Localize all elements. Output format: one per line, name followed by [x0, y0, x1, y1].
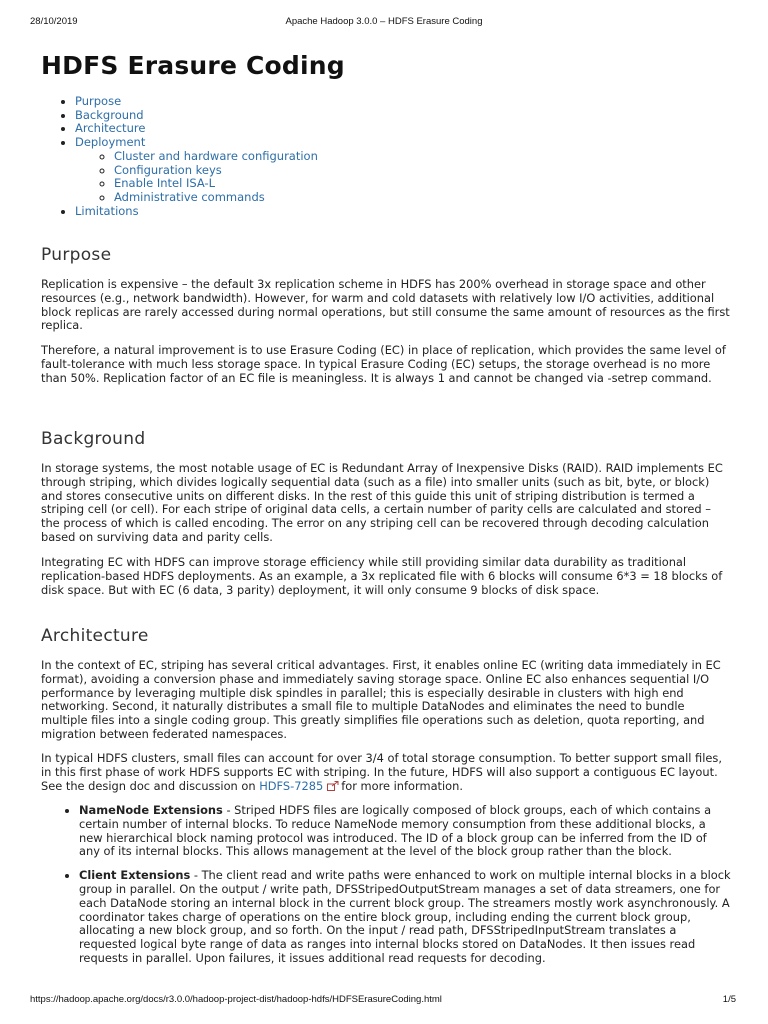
- section-heading-background: Background: [41, 429, 146, 449]
- component-name: NameNode Extensions: [79, 803, 223, 817]
- toc-subitem: [114, 191, 731, 205]
- list-item: [79, 869, 731, 966]
- print-footer: [0, 994, 768, 1008]
- print-page-number: 1/5: [722, 994, 736, 1005]
- toc-subitem: [114, 150, 731, 164]
- purpose-paragraph-1: Replication is expensive – the default 3x replication scheme in HDFS has 200% overhead in storage space and other resources (e.g., network bandwidth). However, for warm and cold datasets with relatively low I/O activities, additional block replicas are rarely accessed during normal operations, but still consume the same amount of resources as the first replica.: [41, 277, 730, 333]
- architecture-paragraph-2: [41, 752, 731, 793]
- toc-link-intel-isa-l[interactable]: Enable Intel ISA-L: [114, 176, 216, 191]
- architecture-paragraph-1: In the context of EC, striping has several critical advantages. First, it enables online EC (writing data immediately in EC format), avoiding a conversion phase and immediately saving storage space. Online EC also enhances sequential I/O performance by leveraging multiple disk spindles in parallel; this is especially desirable in clusters with high end networking. Second, it naturally distributes a small file to multiple DataNodes and eliminates the need to bundle multiple files into a single coding group. This greatly simplifies file operations such as deletion, quota reporting, and migration between federated namespaces.: [41, 658, 721, 741]
- list-item: [79, 804, 731, 859]
- toc-subitem: [114, 164, 731, 178]
- toc-link-configuration-keys[interactable]: Configuration keys: [114, 162, 222, 177]
- print-page-title: Apache Hadoop 3.0.0 – HDFS Erasure Coding: [285, 16, 483, 27]
- toc-link-background[interactable]: Background: [75, 107, 144, 122]
- toc-link-limitations[interactable]: Limitations: [75, 203, 139, 218]
- background-paragraph-1: In storage systems, the most notable usage of EC is Redundant Array of Inexpensive Disks (RAID). RAID implements EC through striping, which divides logically sequential data (such as a file) into smaller units (such as bit, byte, or block) and stores consecutive units on different disks. In the rest of this guide this unit of striping distribution is termed a striping cell (or cell). For each stripe of original data cells, a certain number of parity cells are calculated and stored – the process of which is called encoding. The error on any striping cell can be recovered through decoding calculation based on surviving data and parity cells.: [41, 461, 723, 544]
- purpose-paragraph-2: Therefore, a natural improvement is to use Erasure Coding (EC) in place of replication, which provides the same level of fault-tolerance with much less storage space. In typical Erasure Coding (EC) setups, the storage overhead is no more than 50%. Replication factor of an EC file is meaningless. It is always 1 and cannot be changed via -setrep command.: [41, 343, 726, 385]
- hdfs-7285-link[interactable]: HDFS-7285: [259, 778, 324, 793]
- component-name: Client Extensions: [79, 868, 191, 883]
- toc-link-purpose[interactable]: Purpose: [75, 94, 122, 108]
- toc-link-architecture[interactable]: Architecture: [75, 121, 146, 136]
- architecture-paragraph-2-text: In typical HDFS clusters, small files can account for over 3/4 of total storage consumption. To better support small files, in this first phase of work HDFS supports EC with striping. In the future, HDFS will also support a contiguous EC layout. See the design doc and discussion on: [41, 751, 722, 793]
- toc-link-cluster-hardware[interactable]: Cluster and hardware configuration: [114, 148, 318, 163]
- toc-item-limitations: [75, 205, 731, 219]
- page-title: HDFS Erasure Coding: [41, 51, 345, 80]
- print-header: [0, 16, 768, 30]
- component-description: - Striped HDFS files are logically composed of block groups, each of which contains a certain number of internal blocks. To reduce NameNode memory consumption from these additional blocks, a new hierarchical block naming protocol was introduced. The ID of a block group can be inferred from the ID of any of its internal blocks. This allows management at the level of the block group rather than the block.: [79, 803, 712, 859]
- background-paragraph-2: Integrating EC with HDFS can improve storage efficiency while still providing similar data durability as traditional replication-based HDFS deployments. As an example, a 3x replicated file with 6 blocks will consume 6*3 = 18 blocks of disk space. But with EC (6 data, 3 parity) deployment, it will only consume 9 blocks of disk space.: [41, 555, 723, 597]
- document-page: [41, 50, 731, 965]
- toc-item-background: [75, 109, 731, 123]
- architecture-components-list: [41, 804, 731, 976]
- section-heading-purpose: Purpose: [41, 245, 112, 265]
- toc-deployment-sublist: [75, 150, 731, 205]
- toc-link-admin-commands[interactable]: Administrative commands: [114, 189, 265, 204]
- toc-item-deployment: [75, 136, 731, 205]
- toc-item-architecture: [75, 122, 731, 136]
- print-date: 28/10/2019: [30, 16, 78, 27]
- external-link-icon: [327, 781, 339, 791]
- section-heading-architecture: Architecture: [41, 626, 149, 646]
- architecture-paragraph-2-tail: for more information.: [341, 778, 463, 793]
- table-of-contents: [41, 95, 731, 218]
- toc-item-purpose: [75, 95, 731, 109]
- toc-subitem: [114, 177, 731, 191]
- component-description: - The client read and write paths were enhanced to work on multiple internal blocks in a block group in parallel. On the output / write path, DFSStripedOutputStream manages a set of data streamers, one for each DataNode storing an internal block in the current block group. The streamers mostly work asynchronously. A coordinator takes charge of operations on the entire block group, including ending the current block group, allocating a new block group, and so forth. On the input / read path, DFSStripedInputStream translates a requested logical byte range of data as ranges into internal blocks stored on DataNodes. It then issues read requests in parallel. Upon failures, it issues additional read requests for decoding.: [79, 868, 731, 965]
- print-url: https://hadoop.apache.org/docs/r3.0.0/hadoop-project-dist/hadoop-hdfs/HDFSErasureCoding.html: [30, 994, 442, 1005]
- toc-link-deployment[interactable]: Deployment: [75, 135, 146, 150]
